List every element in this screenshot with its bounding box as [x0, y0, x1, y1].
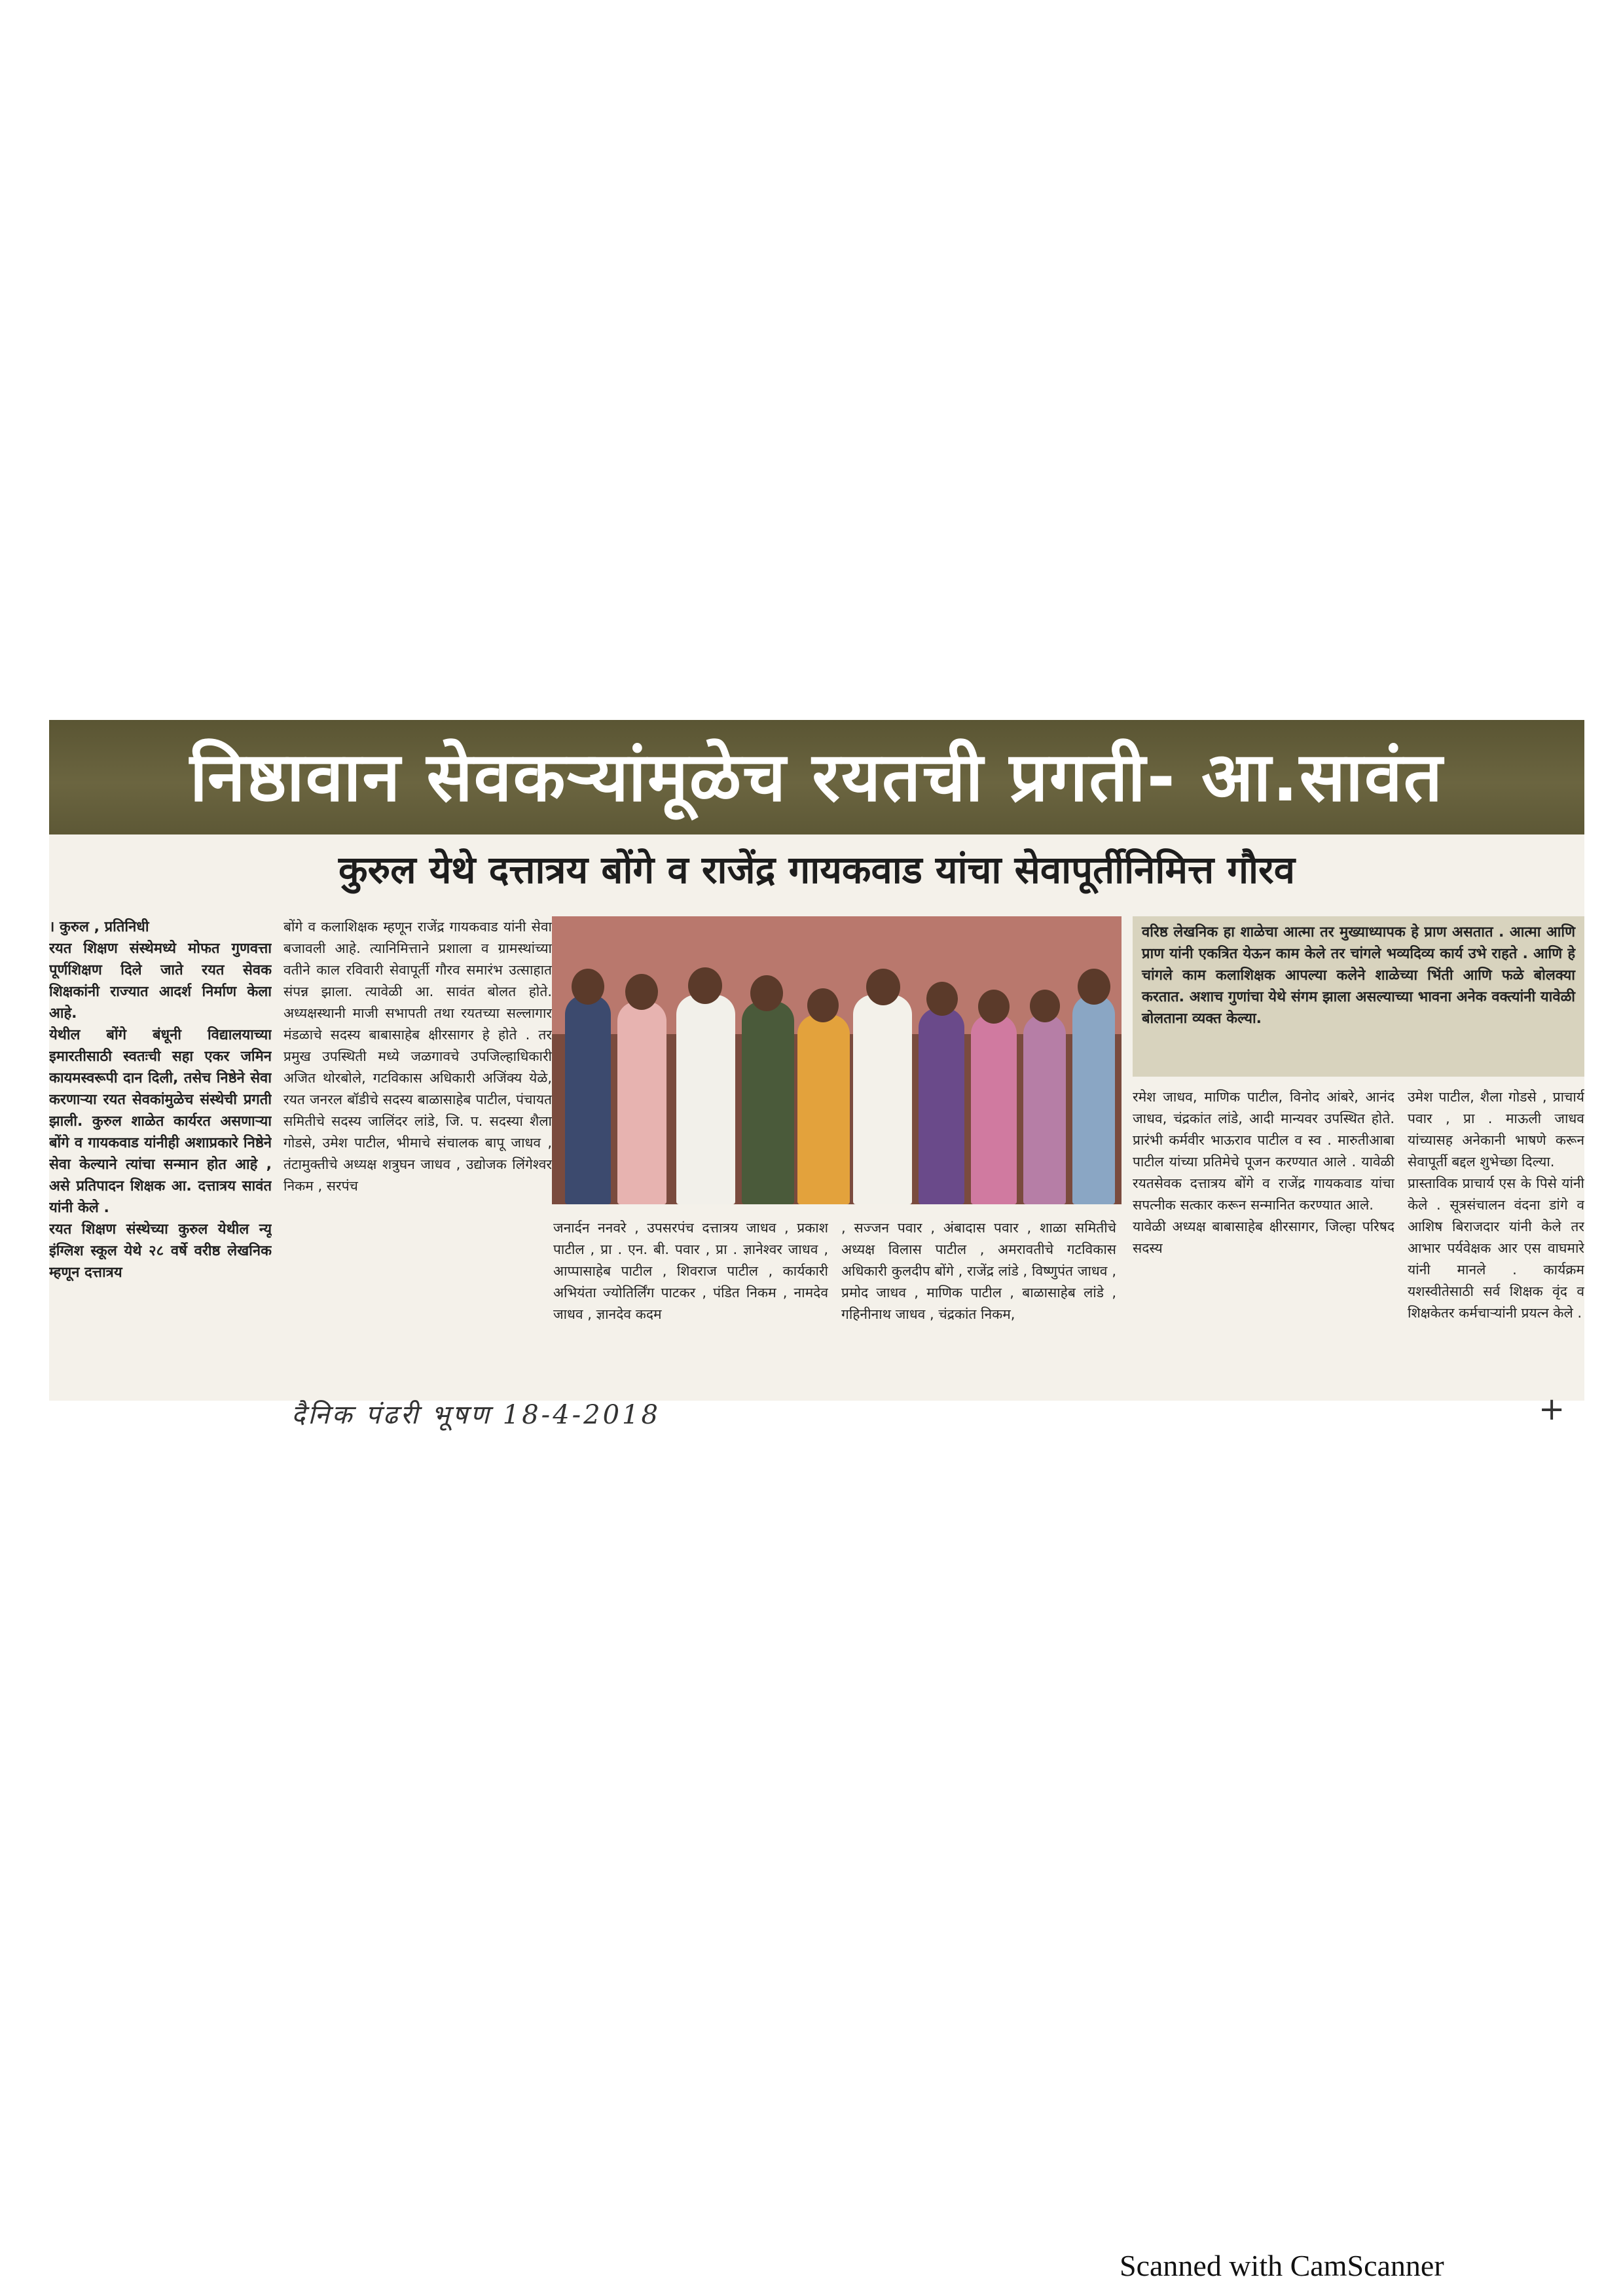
newspaper-clipping	[49, 720, 1584, 1430]
person-head	[1078, 969, 1110, 1005]
person-head	[807, 988, 839, 1022]
person-head	[688, 967, 722, 1004]
person-head	[1030, 990, 1060, 1022]
person-figure	[971, 1014, 1017, 1204]
person-figure	[1023, 1014, 1066, 1204]
person-head	[750, 975, 783, 1011]
person-head	[926, 982, 958, 1016]
person-figure	[919, 1008, 964, 1204]
person-head	[572, 969, 604, 1005]
headline: निष्ठावान सेवकऱ्यांमूळेच रयतची प्रगती- आ.सावंत	[189, 737, 1444, 817]
scanner-watermark: Scanned with CamScanner	[1120, 2249, 1444, 2282]
person-head	[625, 974, 658, 1010]
person-head	[978, 990, 1010, 1024]
highlight-box: वरिष्ठ लेखनिक हा शाळेचा आत्मा तर मुख्याध्यापक हे प्राण असतात . आत्मा आणि प्राण यांनी एकत्रित येऊन काम केले तर चांगले भव्यदिव्य कार्य उभे राहते . आणि हे चांगले काम कलाशिक्षक आपल्या कलेने शाळेच्या भिंती आणि फळे बोलक्या करतात. अशाच गुणांचा येथे संगम झाला असल्याच्या भावना अनेक वक्त्यांनी यावेळी बोलताना व्यक्त केल्या.	[1133, 916, 1584, 1077]
article-column-6: उमेश पाटील, शैला गोडसे , प्राचार्य पवार , प्रा . माऊली जाधव यांच्यासह अनेकानी भाषणे करून सेवापूर्ती बद्दल शुभेच्छा दिल्या. प्रास्ताविक प्राचार्य एस के पिसे यांनी केले . सूत्रसंचालन वंदना डांगे व आशिष बिराजदार यांनी केले तर आभार पर्यवेक्षक आर एस वाघमारे यांनी मानले . कार्यक्रम यशस्वीतेसाठी सर्व शिक्षक वृंद व शिक्षकेतर कर्मचाऱ्यांनी प्रयत्न केले .	[1408, 1089, 1584, 1321]
person-figure	[1072, 995, 1115, 1204]
article-column-2: बोंगे व कलाशिक्षक म्हणून राजेंद्र गायकवाड यांनी सेवा बजावली आहे. त्यानिमित्ताने प्रशाला व ग्रामस्थांच्या वतीने काल रविवारी सेवापूर्ती गौरव समारंभ उत्साहात संपन्न झाला. त्यावेळी आ. सावंत बोलत होते. अध्यक्षस्थानी माजी सभापती तथा रयतच्या सल्लागार मंडळाचे सदस्य बाबासाहेब क्षीरसागर हे होते . तर प्रमुख उपस्थिती मध्ये जळगावचे उपजिल्हाधिकारी अजित थोरबोले, गटविकास अधिकारी अजिंक्य येळे, रयत जनरल बॉडीचे सदस्य बाळासाहेब पाटील, पंचायत समितीचे सदस्य जालिंदर लांडे, जि. प. सदस्या शैला गोडसे, उमेश पाटील, भीमाचे संचालक बापू जाधव , तंटामुक्तीचे अध्यक्ष शत्रुघन जाधव , उद्योजक लिंगेश्वर निकम , सरपंच	[283, 919, 552, 1194]
person-figure	[853, 995, 912, 1204]
person-figure	[617, 1001, 666, 1204]
person-head	[866, 969, 900, 1005]
person-figure	[676, 995, 735, 1204]
ceremony-photo	[552, 916, 1122, 1204]
article-column-4: , सज्जन पवार , अंबादास पवार , शाळा समितीचे अध्यक्ष विलास पाटील , अमरावतीचे गटविकास अधिकारी कुलदीप बोंगे , राजेंद्र लांडे , विष्णुपंत जाधव , प्रमोद जाधव , माणिक पाटील , बाळासाहेब लांडे , गहिनीनाथ जाधव , चंद्रकांत निकम,	[841, 1220, 1116, 1322]
article-column-5: रमेश जाधव, माणिक पाटील, विनोद आंबरे, आनंद जाधव, चंद्रकांत लांडे, आदी मान्यवर उपस्थित होते. प्रारंभी कर्मवीर भाऊराव पाटील व स्व . मारुतीआबा पाटील यांच्या प्रतिमेचे पूजन करण्यात आले . यावेळी रयतसेवक दत्तात्रय बोंगे व राजेंद्र गायकवाड यांचा सपत्नीक सत्कार करून सन्मानित करण्यात आले. यावेळी अध्यक्ष बाबासाहेब क्षीरसागर, जिल्हा परिषद सदस्य	[1133, 1089, 1395, 1256]
handwritten-source-note: दैनिक पंढरी भूषण 18-4-2018	[291, 1400, 661, 1430]
person-figure	[797, 1014, 850, 1204]
article-column-1: । कुरुल , प्रतिनिधी रयत शिक्षण संस्थेमध्ये मोफत गुणवत्ता पूर्णशिक्षण दिले जाते रयत सेवक शिक्षकांनी राज्यात आदर्श निर्माण केला आहे. येथील बोंगे बंधूनी विद्यालयाच्या इमारतीसाठी स्वतःची सहा एकर जमिन कायमस्वरूपी दान दिली, तसेच निष्ठेने सेवा करणाऱ्या रयत सेवकांमुळेच संस्थेची प्रगती झाली. कुरुल शाळेत कार्यरत असणाऱ्या बोंगे व गायकवाड यांनीही अशाप्रकारे निष्ठेने सेवा केल्याने त्यांचा सन्मान होत आहे , असे प्रतिपादन शिक्षक आ. दत्तात्रय सावंत यांनी केले . रयत शिक्षण संस्थेच्या कुरुल येथील न्यू इंग्लिश स्कूल येथे २८ वर्षे वरीष्ठ लेखनिक म्हणून दत्तात्रय	[49, 919, 272, 1281]
plus-mark: +	[1539, 1391, 1565, 1427]
person-figure	[742, 1001, 794, 1204]
person-figure	[565, 995, 611, 1204]
article-column-3: जनार्दन ननवरे , उपसरपंच दत्तात्रय जाधव , प्रकाश पाटील , प्रा . एन. बी. पवार , प्रा . ज्ञानेश्वर जाधव , आप्पासाहेब पाटील , शिवराज पाटील , कार्यकारी अभियंता ज्योतिर्लिंग पाटकर , पंडित निकम , नामदेव जाधव , ज्ञानदेव कदम	[553, 1220, 828, 1322]
subheadline: कुरुल येथे दत्तात्रय बोंगे व राजेंद्र गायकवाड यांचा सेवापूर्तीनिमित्त गौरव	[338, 848, 1295, 892]
